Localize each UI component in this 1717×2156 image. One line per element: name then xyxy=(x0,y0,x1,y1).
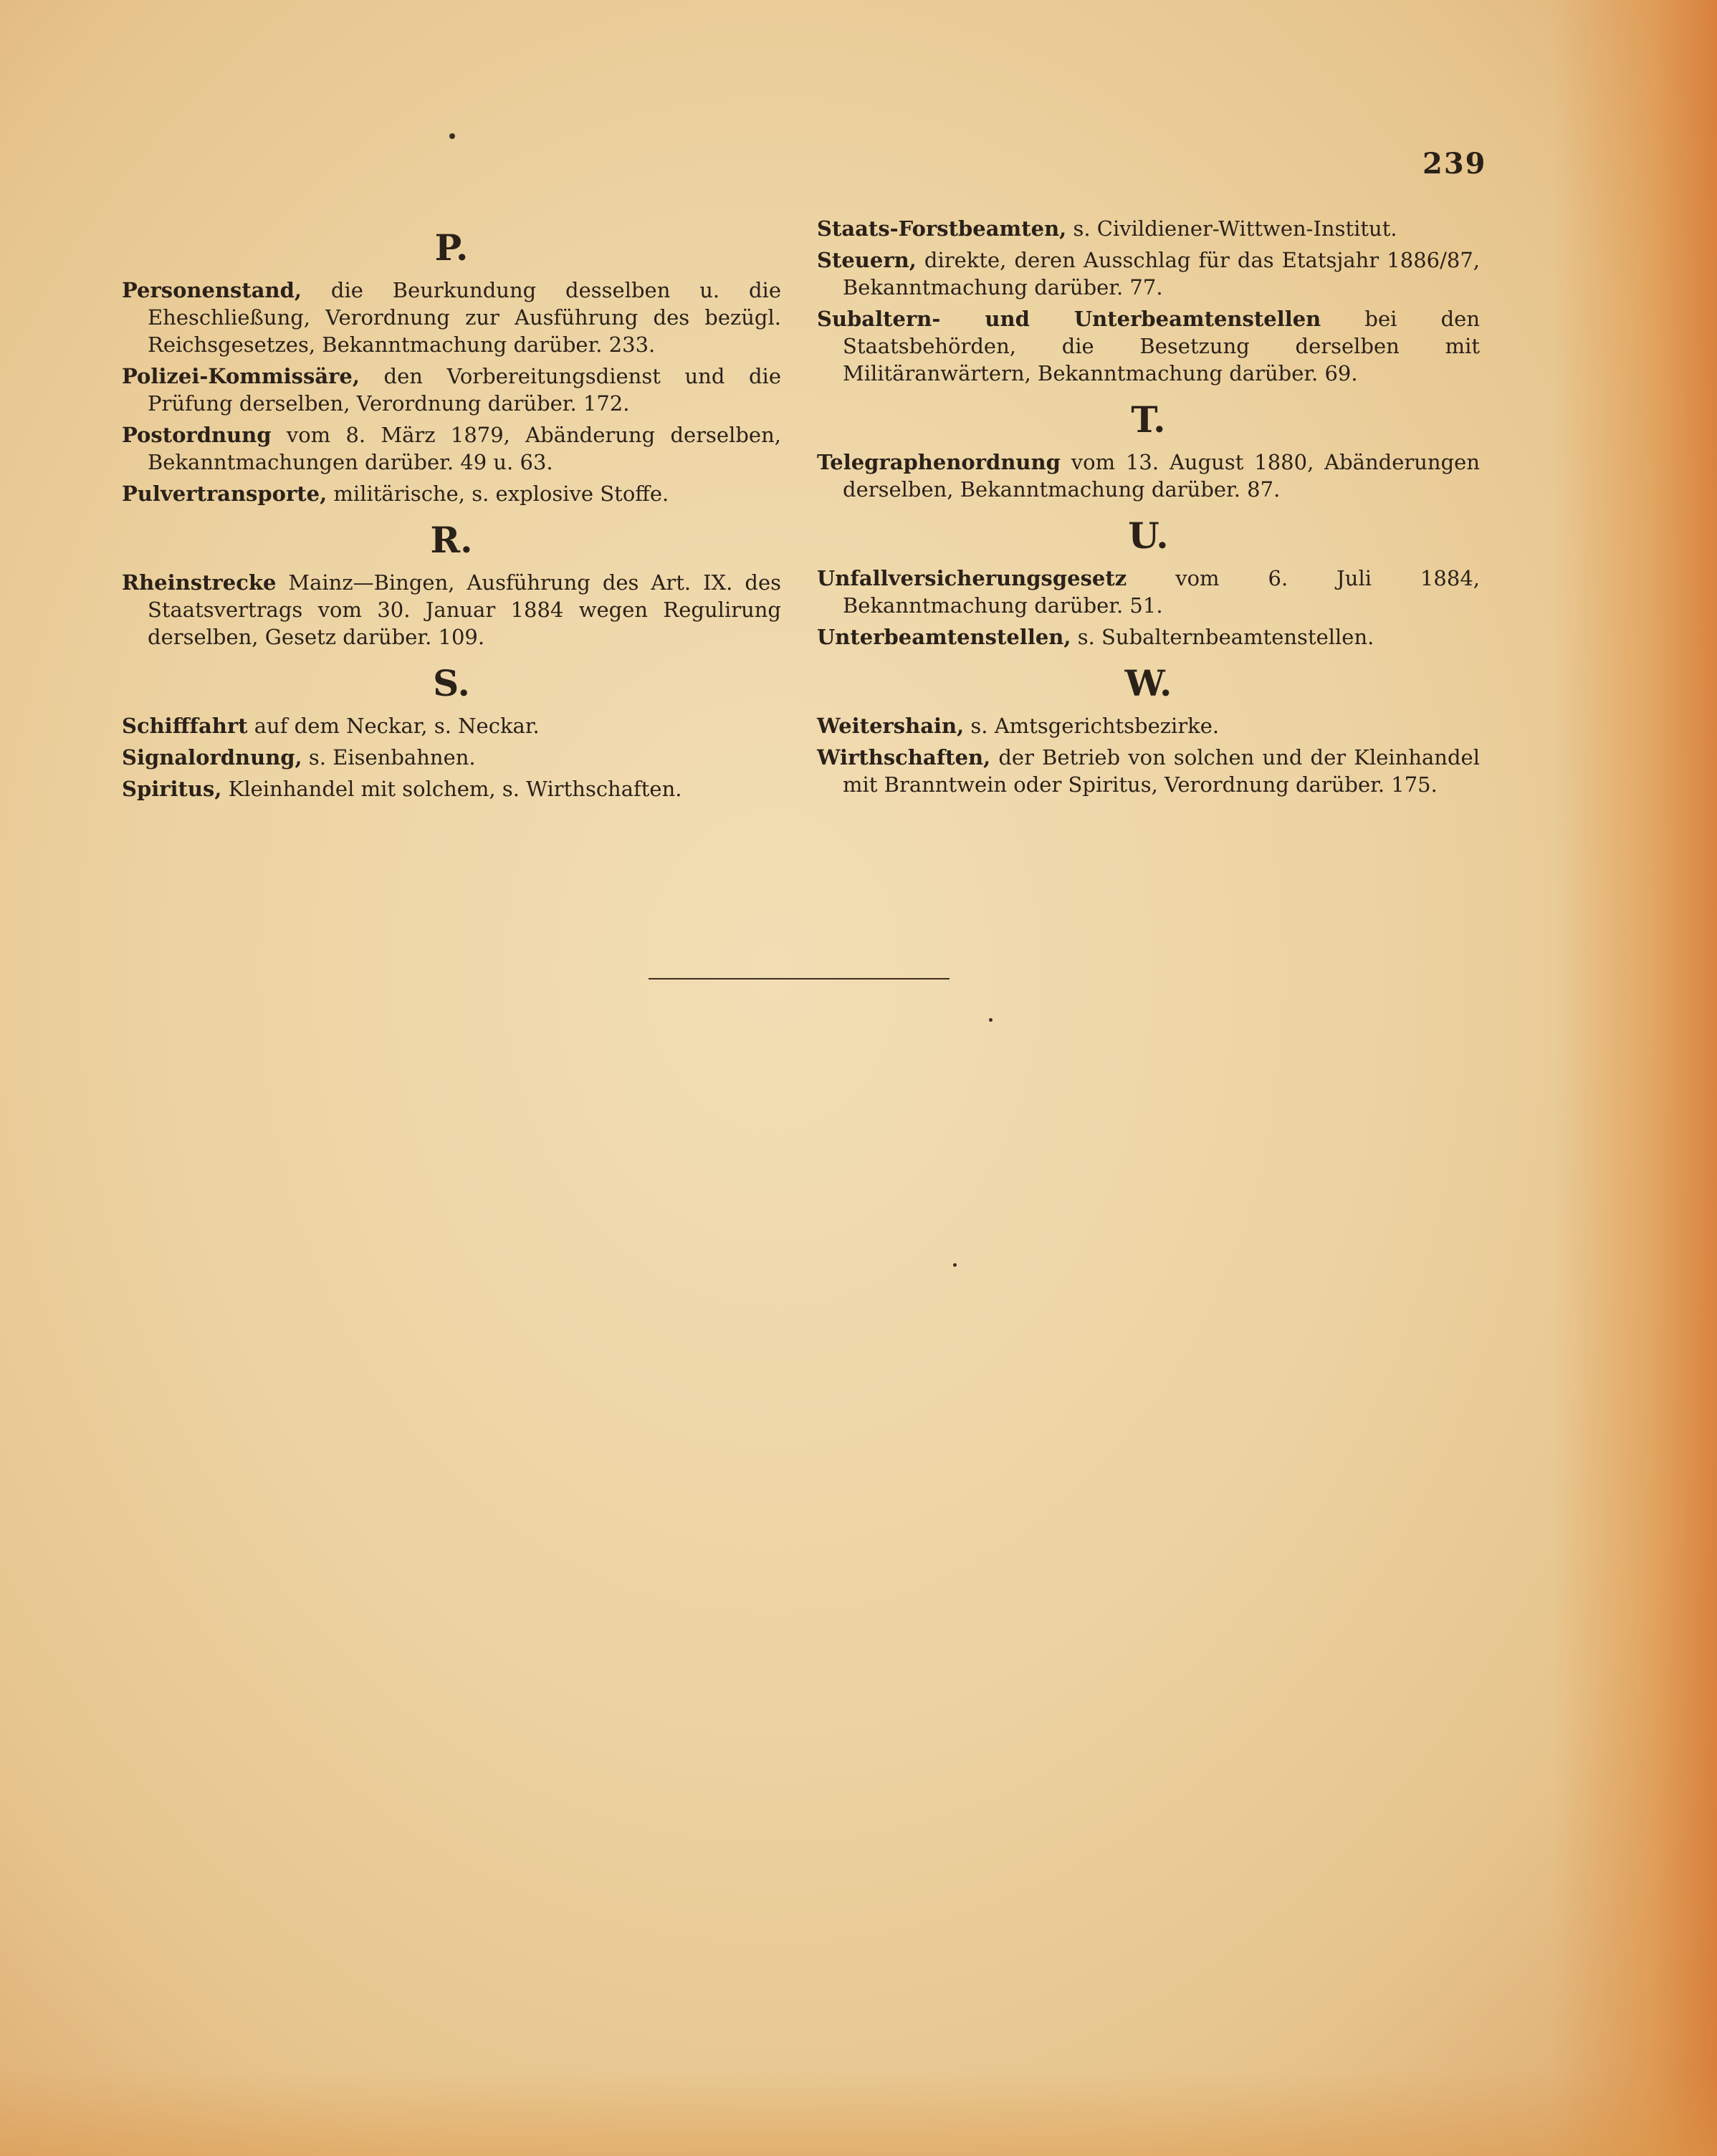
entry-text: vom 6. Juli 1884, Bekanntmachung darüber. 51. xyxy=(843,566,1480,618)
index-entry xyxy=(122,363,781,417)
index-entry xyxy=(817,565,1480,619)
entry-text: direkte, deren Ausschlag für das Etatsjahr 1886/87, Bekanntmachung darüber. 77. xyxy=(843,248,1480,300)
entry-term: Schifffahrt xyxy=(122,714,248,738)
ink-speck xyxy=(449,133,455,139)
index-entry xyxy=(817,744,1480,798)
index-column-left xyxy=(122,215,781,807)
index-entry xyxy=(817,623,1480,651)
entry-term: Unfallversicherungsgesetz xyxy=(817,566,1127,590)
entry-text: militärische, s. explosive Stoffe. xyxy=(327,481,669,506)
entry-text: Mainz—Bingen, Ausführung des Art. IX. des Staatsvertrags vom 30. Januar 1884 wegen Regulirung derselben, Gesetz darüber. 109. xyxy=(148,570,781,649)
entry-term: Wirthschaften, xyxy=(817,745,991,770)
index-entry xyxy=(122,712,781,739)
section-letter-p: P. xyxy=(434,226,469,269)
index-entry xyxy=(122,775,781,802)
ink-speck xyxy=(989,1018,993,1022)
index-entry xyxy=(122,421,781,476)
index-entry xyxy=(817,305,1480,387)
entry-term: Polizei-Kommissäre, xyxy=(122,364,360,388)
entry-text: vom 13. August 1880, Abänderungen derselben, Bekanntmachung darüber. 87. xyxy=(843,450,1480,502)
index-entry xyxy=(817,449,1480,503)
entry-text: vom 8. März 1879, Abänderung derselben, Bekanntmachungen darüber. 49 u. 63. xyxy=(148,423,781,474)
entry-term: Staats-Forstbeamten, xyxy=(817,216,1067,241)
entry-term: Unterbeamtenstellen, xyxy=(817,625,1071,649)
index-entry xyxy=(817,215,1480,242)
entry-term: Steuern, xyxy=(817,248,917,272)
entry-term: Telegraphenordnung xyxy=(817,450,1061,474)
entry-text: Kleinhandel mit solchem, s. Wirthschaften. xyxy=(221,777,682,801)
section-letter-u: U. xyxy=(1128,514,1169,557)
index-entry xyxy=(817,712,1480,739)
index-entry xyxy=(817,246,1480,301)
page-number: 239 xyxy=(1422,147,1487,181)
page-edge-stain xyxy=(1552,0,1717,2156)
entry-term: Pulvertransporte, xyxy=(122,481,327,506)
entry-term: Rheinstrecke xyxy=(122,570,277,595)
page-bottom-stain xyxy=(0,2070,1717,2156)
entry-term: Postordnung xyxy=(122,423,272,447)
index-entry xyxy=(122,569,781,651)
entry-text: den Vorbereitungsdienst und die Prüfung derselben, Verordnung darüber. 172. xyxy=(148,364,781,416)
entry-text: s. Subalternbeamtenstellen. xyxy=(1071,625,1374,649)
entry-text: die Beurkundung desselben u. die Eheschließung, Verordnung zur Ausführung des bezügl. Reichsgesetzes, Bekanntmachung darüber. 233. xyxy=(148,278,781,357)
index-column-right xyxy=(817,215,1480,802)
entry-term: Weitershain, xyxy=(817,714,965,738)
entry-text: der Betrieb von solchen und der Kleinhandel mit Branntwein oder Spiritus, Verordnung darüber. 175. xyxy=(843,745,1480,797)
section-letter-t: T. xyxy=(1131,398,1166,441)
entry-term: Spiritus, xyxy=(122,777,222,801)
entry-term: Subaltern- und Unterbeamtenstellen xyxy=(817,307,1321,331)
entry-text: s. Civildiener-Wittwen-Institut. xyxy=(1066,216,1397,241)
entry-text: s. Amtsgerichtsbezirke. xyxy=(964,714,1220,738)
entry-text: auf dem Neckar, s. Neckar. xyxy=(247,714,540,738)
index-entry xyxy=(122,480,781,507)
entry-term: Signalordnung, xyxy=(122,745,302,770)
index-entry xyxy=(122,277,781,358)
entry-text: s. Eisenbahnen. xyxy=(302,745,476,770)
section-letter-s: S. xyxy=(433,662,470,704)
entry-text: bei den Staatsbehörden, die Besetzung derselben mit Militäranwärtern, Bekanntmachung darüber. 69. xyxy=(843,307,1480,385)
section-letter-w: W. xyxy=(1124,662,1172,704)
section-letter-r: R. xyxy=(430,519,473,561)
index-entry xyxy=(122,744,781,771)
entry-term: Personenstand, xyxy=(122,278,302,302)
ink-speck xyxy=(953,1263,957,1267)
end-rule xyxy=(649,978,950,979)
